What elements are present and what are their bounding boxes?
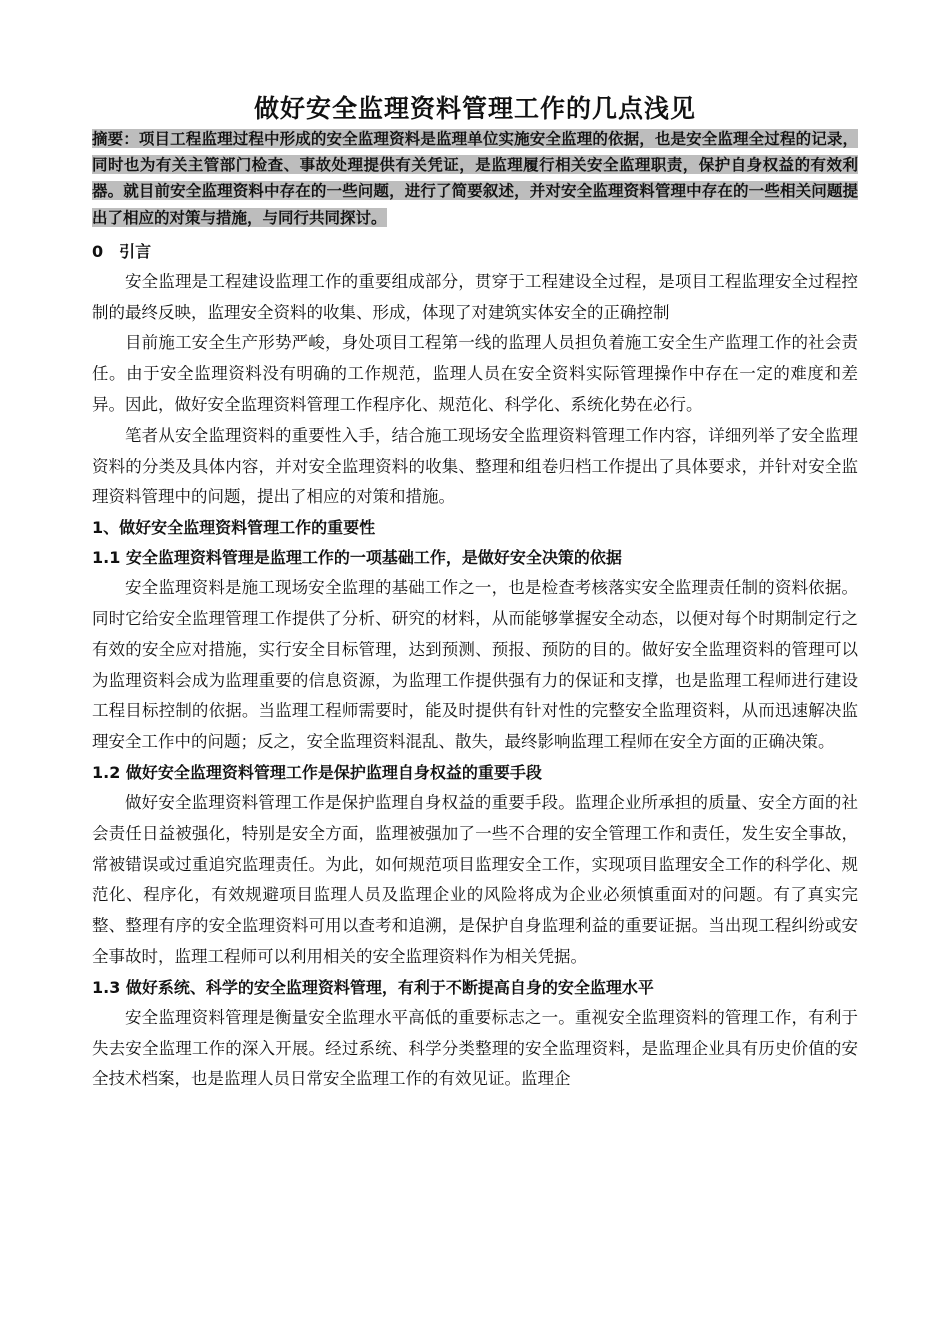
abstract xyxy=(92,126,858,231)
abstract-text: 摘要：项目工程监理过程中形成的安全监理资料是监理单位实施安全监理的依据，也是安全监理全过程的记录，同时也为有关主管部门检查、事故处理提供有关凭证，是监理履行相关安全监理职责，保护自身权益的有效利器。就目前安全监理资料中存在的一些问题，进行了简要叙述，并对安全监理资料管理中存在的一些相关问题提出了相应的对策与措施，与同行共同探讨。 xyxy=(92,129,858,227)
section-0-heading: 0 引言 xyxy=(92,241,152,261)
section-0-paragraph-3: 笔者从安全监理资料的重要性入手，结合施工现场安全监理资料管理工作内容，详细列举了安全监理资料的分类及具体内容，并对安全监理资料的收集、整理和组卷归档工作提出了具体要求，并针对安全监理资料管理中的问题，提出了相应的对策和措施。 xyxy=(92,425,858,507)
section-1-3-paragraph: 安全监理资料管理是衡量安全监理水平高低的重要标志之一。重视安全监理资料的管理工作，有利于失去安全监理工作的深入开展。经过系统、科学分类整理的安全监理资料，是监理企业具有历史价值的安全技术档案，也是监理人员日常安全监理工作的有效见证。监理企 xyxy=(92,1007,858,1089)
section-1-2-heading: 1.2 做好安全监理资料管理工作是保护监理自身权益的重要手段 xyxy=(92,762,542,782)
section-1-2-paragraph: 做好安全监理资料管理工作是保护监理自身权益的重要手段。监理企业所承担的质量、安全方面的社会责任日益被强化，特别是安全方面，监理被强加了一些不合理的安全管理工作和责任，发生安全事故，常被错误或过重追究监理责任。为此，如何规范项目监理安全工作，实现项目监理安全工作的科学化、规范化、程序化，有效规避项目监理人员及监理企业的风险将成为企业必须慎重面对的问题。有了真实完整、整理有序的安全监理资料可用以查考和追溯，是保护自身监理利益的重要证据。当出现工程纠纷或安全事故时，监理工程师可以利用相关的安全监理资料作为相关凭据。 xyxy=(92,792,858,966)
section-1-3-heading: 1.3 做好系统、科学的安全监理资料管理，有利于不断提高自身的安全监理水平 xyxy=(92,977,654,997)
document-title: 做好安全监理资料管理工作的几点浅见 xyxy=(253,94,696,123)
section-1-1-paragraph: 安全监理资料是施工现场安全监理的基础工作之一，也是检查考核落实安全监理责任制的资料依据。同时它给安全监理管理工作提供了分析、研究的材料，从而能够掌握安全动态，以便对每个时期制定行之有效的安全应对措施，实行安全目标管理，达到预测、预报、预防的目的。做好安全监理资料的管理可以为监理资料会成为监理重要的信息资源，为监理工作提供强有力的保证和支撑，也是监理工程师进行建设工程目标控制的依据。当监理工程师需要时，能及时提供有针对性的完整安全监理资料，从而迅速解决监理安全工作中的问题；反之，安全监理资料混乱、散失，最终影响监理工程师在安全方面的正确决策。 xyxy=(92,578,858,752)
section-1-1-heading: 1.1 安全监理资料管理是监理工作的一项基础工作，是做好安全决策的依据 xyxy=(92,548,622,568)
section-0-paragraph-2: 目前施工安全生产形势严峻，身处项目工程第一线的监理人员担负着施工安全生产监理工作的社会责任。由于安全监理资料没有明确的工作规范，监理人员在安全资料实际管理操作中存在一定的难度和差异。因此，做好安全监理资料管理工作程序化、规范化、科学化、系统化势在必行。 xyxy=(92,333,858,414)
section-1-heading: 1、做好安全监理资料管理工作的重要性 xyxy=(92,518,376,538)
section-0-paragraph-1: 安全监理是工程建设监理工作的重要组成部分，贯穿于工程建设全过程，是项目工程监理安全过程控制的最终反映，监理安全资料的收集、形成，体现了对建筑实体安全的正确控制 xyxy=(92,271,858,322)
